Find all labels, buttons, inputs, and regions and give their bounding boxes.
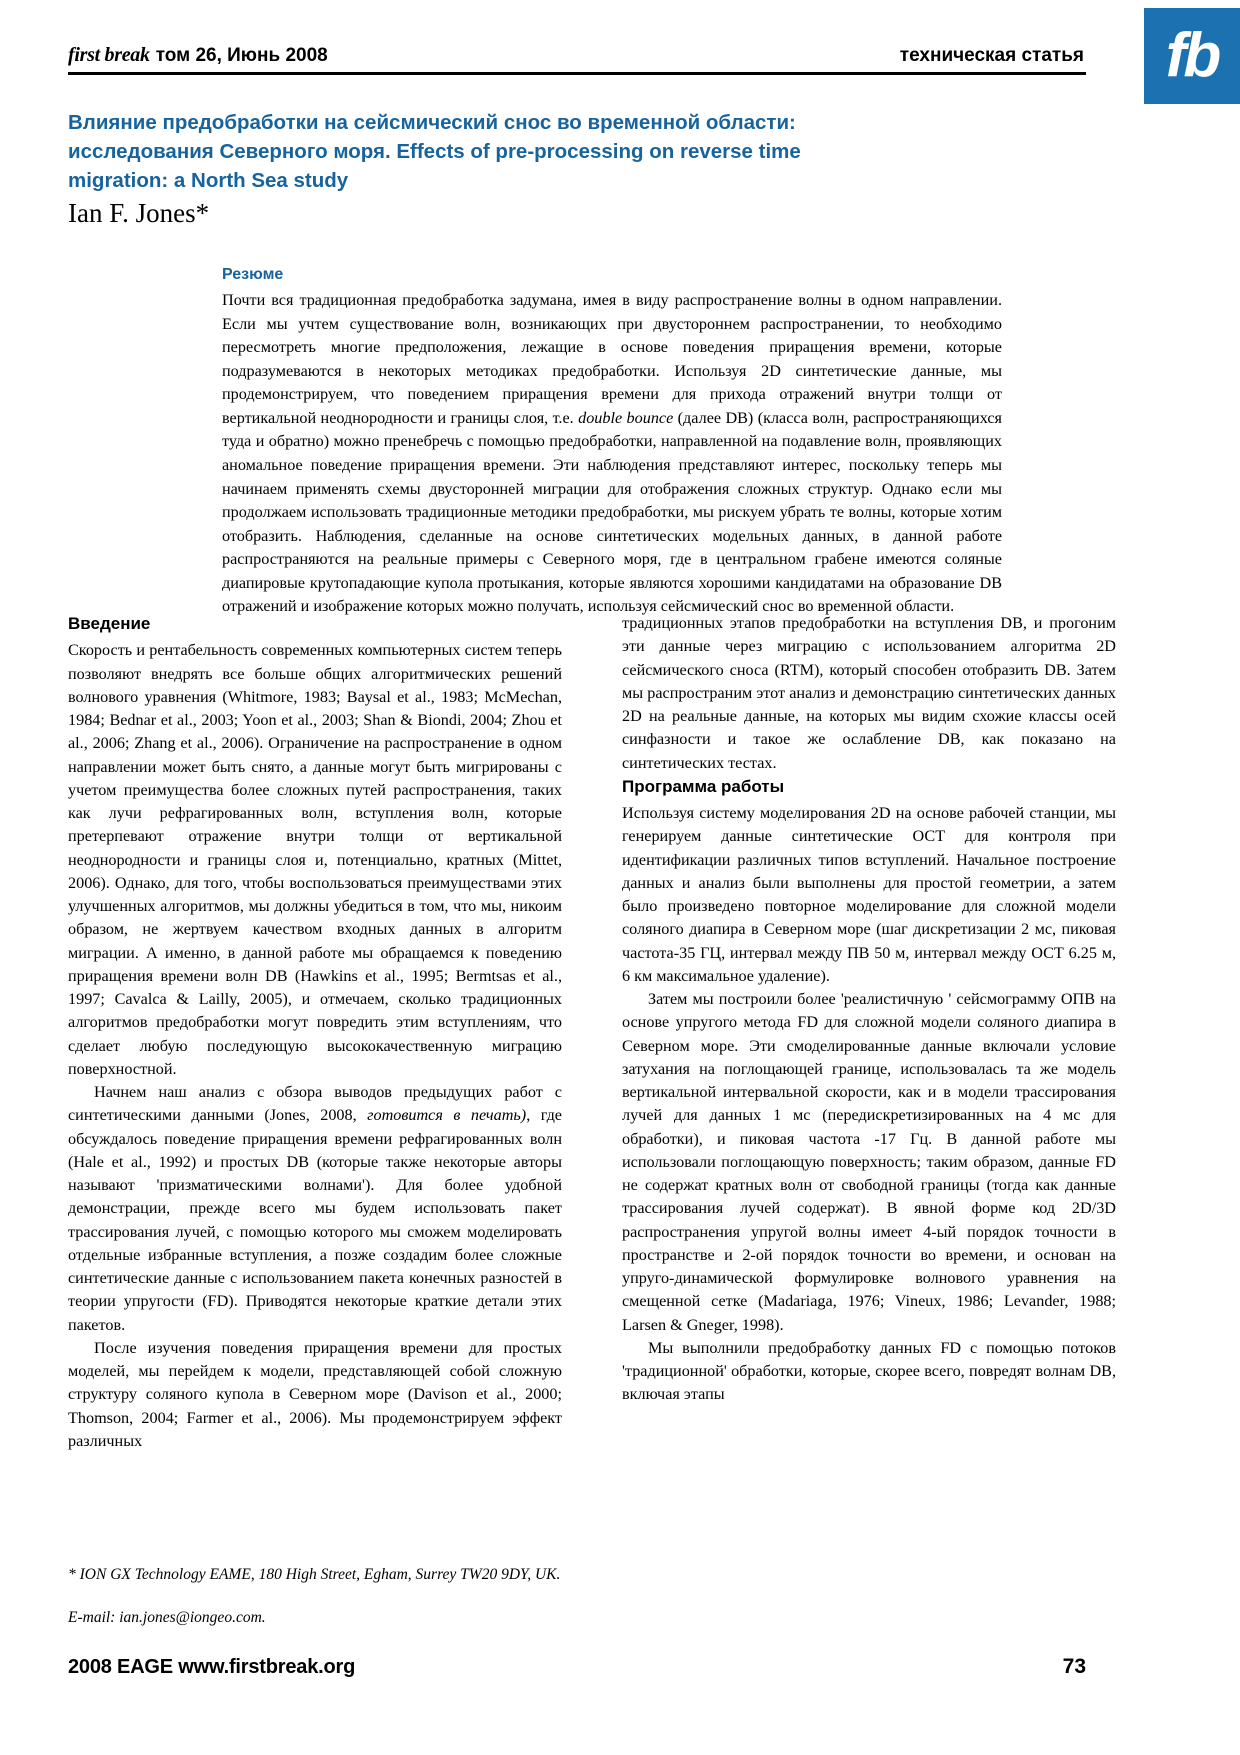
journal-issue: том 26, Июнь 2008	[155, 45, 328, 66]
firstbreak-logo	[1144, 8, 1240, 104]
right-column-paragraph-4: Мы выполнили предобработку данных FD с помощью потоков 'традиционной' обработки, которые, скорее всего, повредят волнам DB, включая этапы	[622, 1338, 1116, 1404]
abstract-body	[222, 289, 1002, 619]
firstbreak-logo-glyph: fb	[1165, 21, 1219, 90]
right-column-paragraph-3: Затем мы построили более 'реалистичную ' сейсмограмму ОПВ на основе упругого метода FD для сложной модели соляного диапира в Северном море. Эти смоделированные данные включали условие затухания на поглощающей границе, использовалась та же модель вертикальной интервальной скорости, как и в модели трассирования лучей для данных 1 мс (передискретизированных на 4 мс для обработки), и пиковая частота -17 Гц. В данной работе мы использовали поглощающую поверхность; таким образом, данные FD не содержат кратных волн от свободной границы (тогда как данные трассирования лучей содержат). В явной форме код 2D/3D распространения упругой волны имеет 4-ый порядок точности в пространстве и 2-ой порядок точности во времени, и основан на упруго-динамической формулировке волнового уравнения на смещенной сетке (Madariaga, 1976; Vineux, 1986; Levander, 1988; Larsen & Gneger, 1998).	[622, 990, 1116, 1334]
section-heading-introduction: Введение	[68, 614, 151, 633]
right-column-paragraph-1: традиционных этапов предобработки на вступления DB, и прогоним эти данные через миграцию с использованием алгоритма 2D сейсмического сноса (RTM), который способен отобразить DB. Затем мы распространим этот анализ и демонстрацию синтетических данных 2D на реальные данные, на которых мы видим схожие классы осей синфазности и такое же ослабление DB, как показано на синтетических тестах.	[622, 614, 1116, 772]
left-column-paragraph-3: После изучения поведения приращения времени для простых моделей, мы перейдем к модели, представляющей собой сложную структуру соляного купола в Северном море (Davison et al., 2000; Thomson, 2004; Farmer et al., 2006). Мы продемонстрируем эффект различных	[68, 1338, 562, 1450]
masthead-left	[68, 44, 328, 67]
footnote-block	[68, 1563, 1088, 1630]
left-column-paragraph-1: Скорость и рентабельность современных компьютерных систем теперь позволяют внедрять все больше общих алгоритмических решений волнового уравнения (Whitmore, 1983; Baysal et al., 1983; McMechan, 1984; Bednar et al., 2003; Yoon et al., 2003; Shan & Biondi, 2004; Zhou et al., 2006; Zhang et al., 2006). Ограничение на распространение в одном направлении может быть снято, а данные могут быть мигрированы с учетом преимущества более сложных путей распространения, таких как лучи рефрагированных волн, вступления волн, которые претерпевают отражение внутри толщи от вертикальной неоднородности и границы слоя и, потенциально, кратных (Mittet, 2006). Однако, для того, чтобы воспользоваться преимуществами этих улучшенных алгоритмов, мы должны убедиться в том, что мы, никоим образом, не жертвуем качеством входных данных в алгоритм миграции. А именно, в данной работе мы обращаемся к поведению приращения времени волн DB (Hawkins et al., 1995; Bermtsas et al., 1997; Cavalca & Lailly, 2005), и отмечаем, сколько традиционных алгоритмов предобработки могут повредить этим вступлениям, что сделает любую последующую высококачественную миграцию поверхностной.	[68, 641, 562, 1078]
author-name: Ian F. Jones*	[68, 198, 210, 228]
left-paragraph-2-part-1: Начнем наш анализ с обзора выводов предыдущих работ с синтетическими данными (Jones, 2008,	[68, 1083, 562, 1125]
footnote-email[interactable]: E-mail: ian.jones@iongeo.com.	[68, 1609, 266, 1627]
footnote-affiliation: * ION GX Technology EAME, 180 High Street, Egham, Surrey TW20 9DY, UK.	[68, 1566, 561, 1583]
abstract-text-part-1: Почти вся традиционная предобработка задумана, имея в виду распространение волны в одном направлении. Если мы учтем существование волн, возникающих при двустороннем распространении, то необходимо пересмотреть многие предположения, лежащие в основе поведения приращения времени, которые подразумеваются в некоторых методиках предобработки. Используя 2D синтетические данные, мы продемонстрируем, что поведением приращения времени для прихода отражений внутри толщи от вертикальной неоднородности и границы слоя, т.е.	[222, 291, 1002, 427]
abstract-text-part-2: (далее DB) (класса волн, распространяющихся туда и обратно) можно пренебречь с помощью предобработки, направленной на подавление волн, проявляющих аномальное поведение приращения времени. Эти наблюдения представляют интерес, поскольку теперь мы начинаем применять схемы двусторонней миграции для отображения сложных структур. Однако если мы продолжаем использовать традиционные методики предобработки, мы рискуем убрать те волны, которые хотим отобразить. Наблюдения, сделанные на основе синтетических модельных данных, в данной работе распространяются на реальные примеры с Северного моря, где в центральном грабене имеются соляные диапировые крутопадающие купола протыкания, которые являются хорошими кандидатами на образование DB отражений и изображение которых можно получать, используя сейсмический снос во временной области.	[222, 408, 1002, 616]
abstract-heading: Резюме	[222, 266, 284, 283]
section-heading-work-program: Программа работы	[622, 776, 785, 796]
article-title: Влияние предобработки на сейсмический снос во временной области: исследования Северного моря. Effects of pre-processing on reverse time migration: a North Sea study	[68, 111, 801, 193]
left-paragraph-2-italic: готовится в печать)	[367, 1106, 527, 1125]
section-kicker: техническая статья	[899, 45, 1084, 66]
abstract-italic-term: double bounce	[578, 408, 674, 427]
page-footer	[68, 1655, 1086, 1679]
right-column-paragraph-2: Используя систему моделирования 2D на основе рабочей станции, мы генерируем данные синтетические ОСТ для контроля при идентификации различных типов вступлений. Начальное построение данных и анализ были выполнены для простой геометрии, а затем было произведено повторное моделирование для сложной модели соляного диапира в Северном море (шаг дискретизации 2 мс, пиковая частота-35 ГЦ, интервал между ПВ 50 м, интервал между ОСТ 6.25 м, 6 км максимальное удаление).	[622, 804, 1116, 985]
footer-page-number: 73	[1062, 1655, 1086, 1678]
right-column	[622, 612, 1116, 1407]
journal-name: first break	[68, 44, 150, 66]
masthead	[68, 44, 1086, 75]
left-column	[68, 612, 562, 1453]
left-column-paragraph-2	[68, 1081, 562, 1337]
abstract-block	[222, 266, 1002, 619]
left-paragraph-2-part-2: , где обсуждалось поведение приращения времени рефрагированных волн (Hale et al., 1992) и простых DB (которые также некоторые авторы называют 'призматическими волнами'). Для более удобной демонстрации, прежде всего мы будем использовать пакет трассирования лучей, с помощью которого мы сможем моделировать отдельные избранные вступления, а позже создадим более сложные синтетические данные с использованием пакета конечных разностей в теории упругости (FD). Приводятся некоторые краткие детали этих пакетов.	[68, 1106, 562, 1334]
footer-copyright: 2008 EAGE www.firstbreak.org	[68, 1656, 356, 1678]
